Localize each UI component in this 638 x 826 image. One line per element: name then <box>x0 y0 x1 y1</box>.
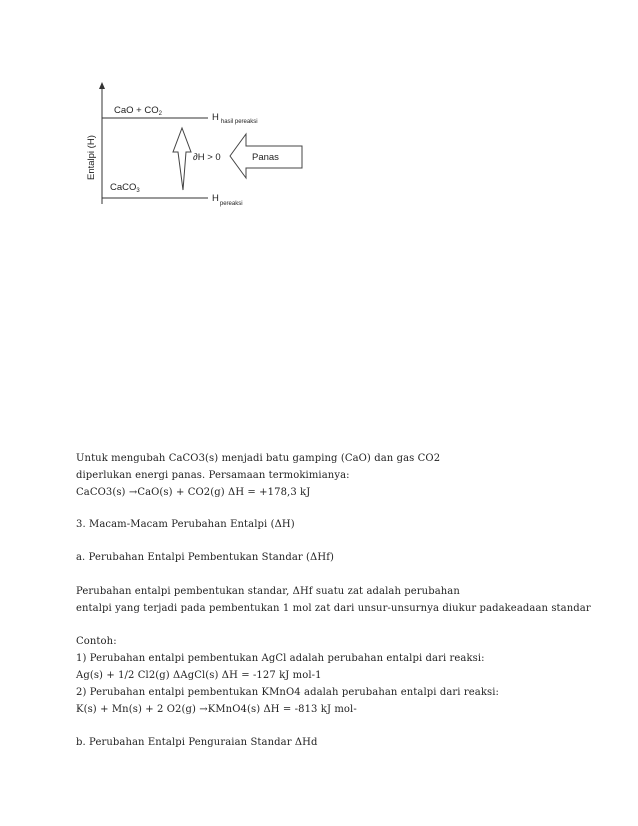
y-axis-arrowhead <box>99 82 105 89</box>
subsection-heading: a. Perubahan Entalpi Pembentukan Standar (ΔHf) <box>76 552 334 563</box>
axis-label: Entalpi (H) <box>86 135 97 180</box>
subsection-heading: b. Perubahan Entalpi Penguraian Standar ΔHd <box>76 737 318 748</box>
section-heading: 3. Macam-Macam Perubahan Entalpi (ΔH) <box>76 519 295 530</box>
paragraph-line: Untuk mengubah CaCO3(s) menjadi batu gamping (CaO) dan gas CO2 <box>76 453 441 464</box>
paragraph-line: diperlukan energi panas. Persamaan termokimianya: <box>76 470 350 481</box>
enthalpy-increase-arrow <box>173 128 191 190</box>
equation-line: Ag(s) + 1/2 Cl2(g) ΔAgCl(s) ΔH = -127 kJ mol-1 <box>76 670 322 681</box>
paragraph-line: entalpi yang terjadi pada pembentukan 1 mol zat dari unsur-unsurnya diukur padakeadaan standar <box>76 603 591 614</box>
example-line: 2) Perubahan entalpi pembentukan KMnO4 adalah perubahan entalpi dari reaksi: <box>76 687 499 698</box>
delta-h-label: ∂H > 0 <box>193 152 221 163</box>
top-level-label: H $_{hasil pereaksi}$ <box>212 112 258 125</box>
paragraph-line: Perubahan entalpi pembentukan standar, ΔHf suatu zat adalah perubahan <box>76 586 460 597</box>
equation-line: CaCO3(s) →CaO(s) + CO2(g) ΔH = +178,3 kJ <box>76 487 311 498</box>
enthalpy-diagram <box>82 80 312 210</box>
example-line: 1) Perubahan entalpi pembentukan AgCl adalah perubahan entalpi dari reaksi: <box>76 653 485 664</box>
heat-arrow-label: Panas <box>252 152 279 163</box>
top-species-label: CaO + $CO_2$ <box>114 105 162 117</box>
bottom-level-label: $H_{pereaksi}$ <box>212 193 243 207</box>
equation-line: K(s) + Mn(s) + 2 O2(g) →KMnO4(s) ΔH = -813 kJ mol- <box>76 704 357 715</box>
bottom-species-label: CaCO$_3$ <box>110 182 140 194</box>
example-heading: Contoh: <box>76 636 117 647</box>
